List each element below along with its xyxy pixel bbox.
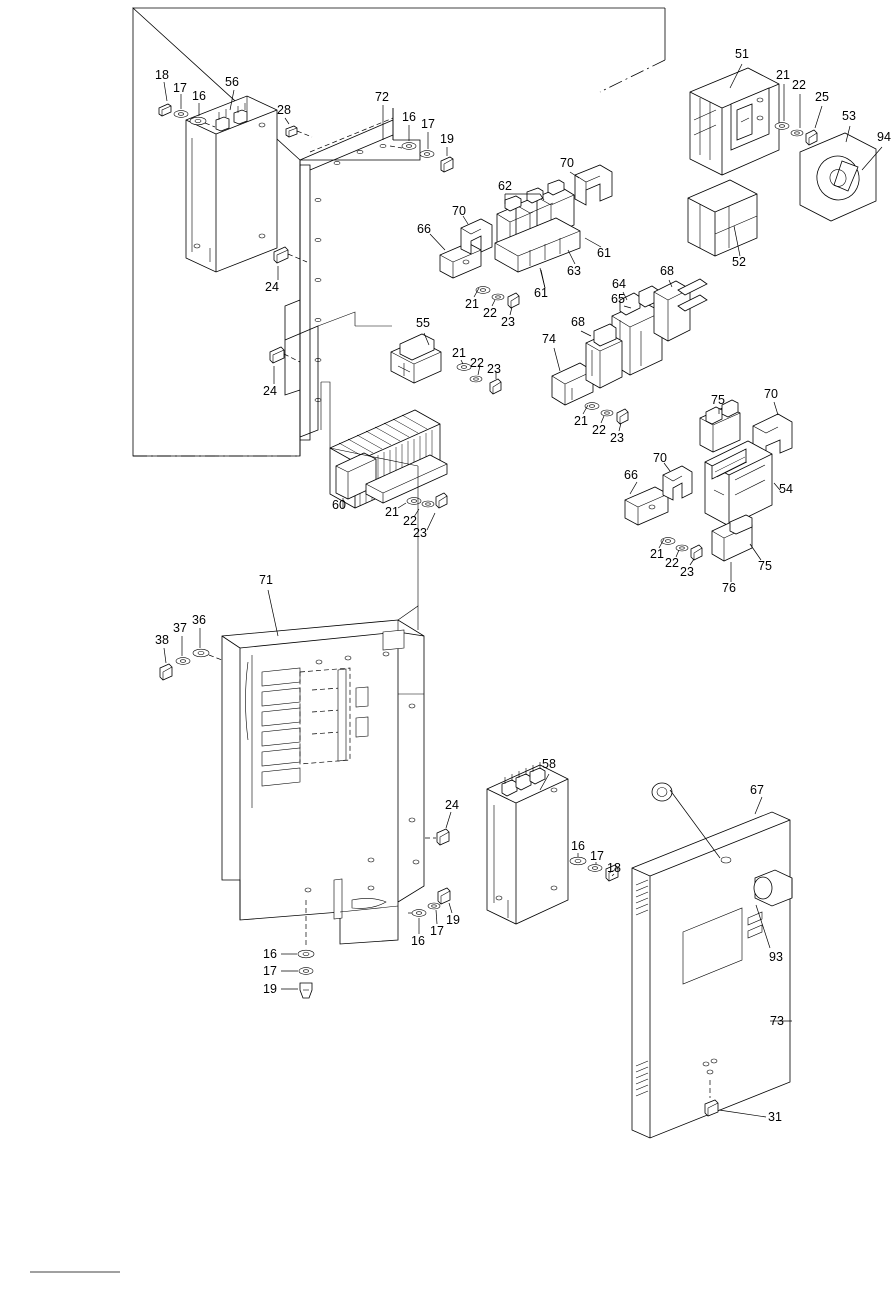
callout-28: 28: [277, 102, 291, 117]
callout-24: 24: [265, 279, 279, 294]
component-51-main-breaker: [690, 64, 779, 175]
callout-93: 93: [769, 949, 783, 964]
callout-68: 68: [660, 263, 674, 278]
callout-51: 51: [735, 46, 749, 61]
component-55-relay: [391, 333, 441, 383]
callout-22: 22: [403, 513, 417, 528]
fastener-24-panel: [425, 812, 451, 845]
callout-68: 68: [571, 314, 585, 329]
callout-17: 17: [590, 848, 604, 863]
callout-75: 75: [758, 558, 772, 573]
component-73-door: [632, 797, 792, 1138]
callout-60: 60: [332, 497, 346, 512]
component-71-mounting-panel: [222, 448, 424, 944]
callout-22: 22: [470, 355, 484, 370]
callout-70: 70: [452, 203, 466, 218]
callout-23: 23: [413, 525, 427, 540]
callout-70: 70: [653, 450, 667, 465]
callout-25: 25: [815, 89, 829, 104]
callout-64: 64: [612, 276, 626, 291]
callout-70: 70: [560, 155, 574, 170]
callout-21: 21: [776, 67, 790, 82]
callout-17: 17: [421, 116, 435, 131]
callout-24: 24: [263, 383, 277, 398]
component-58-transformer: [487, 762, 568, 924]
callout-76: 76: [722, 580, 736, 595]
fastener-28: [285, 118, 312, 137]
callout-54: 54: [779, 481, 793, 496]
callout-16: 16: [411, 933, 425, 948]
callout-16: 16: [571, 838, 585, 853]
callout-70: 70: [764, 386, 778, 401]
callout-31: 31: [768, 1109, 782, 1124]
callout-38: 38: [155, 632, 169, 647]
callout-21: 21: [465, 296, 479, 311]
callout-23: 23: [680, 564, 694, 579]
callout-53: 53: [842, 108, 856, 123]
component-66-bracket-left: [430, 216, 492, 278]
callout-16: 16: [192, 88, 206, 103]
callout-21: 21: [452, 345, 466, 360]
callout-19: 19: [440, 131, 454, 146]
callout-17: 17: [173, 80, 187, 95]
callout-18: 18: [607, 860, 621, 875]
callout-66: 66: [417, 221, 431, 236]
callout-66: 66: [624, 467, 638, 482]
callout-61: 61: [597, 245, 611, 260]
callout-63: 63: [567, 263, 581, 278]
callout-18: 18: [155, 67, 169, 82]
callout-16: 16: [263, 946, 277, 961]
callout-17: 17: [263, 963, 277, 978]
callout-73: 73: [770, 1013, 784, 1028]
callout-52: 52: [732, 254, 746, 269]
callout-23: 23: [610, 430, 624, 445]
callout-19: 19: [446, 912, 460, 927]
callout-72: 72: [375, 89, 389, 104]
callout-22: 22: [483, 305, 497, 320]
callout-37: 37: [173, 620, 187, 635]
callout-62: 62: [498, 178, 512, 193]
callout-21: 21: [385, 504, 399, 519]
callout-58: 58: [542, 756, 556, 771]
component-group-62-61-63: [495, 165, 612, 288]
callout-74: 74: [542, 331, 556, 346]
callout-22: 22: [792, 77, 806, 92]
callout-61: 61: [534, 285, 548, 300]
component-74-68: [552, 324, 622, 405]
callout-23: 23: [487, 361, 501, 376]
callout-21: 21: [650, 546, 664, 561]
callout-22: 22: [665, 555, 679, 570]
callout-65: 65: [611, 291, 625, 306]
callout-16: 16: [402, 109, 416, 124]
fastener-24-upper: [274, 247, 307, 280]
callout-21: 21: [574, 413, 588, 428]
component-group-64-65-68: [612, 276, 707, 375]
callout-67: 67: [750, 782, 764, 797]
callout-19: 19: [263, 981, 277, 996]
component-52-terminal-cover: [688, 180, 757, 256]
callout-71: 71: [259, 572, 273, 587]
callout-56: 56: [225, 74, 239, 89]
callout-55: 55: [416, 315, 430, 330]
component-60-terminal-strip: [330, 410, 447, 508]
callout-36: 36: [192, 612, 206, 627]
callout-75: 75: [711, 392, 725, 407]
callout-17: 17: [430, 923, 444, 938]
callout-24: 24: [445, 797, 459, 812]
callout-94: 94: [877, 129, 891, 144]
fastener-38-37-36: [160, 628, 222, 680]
callout-23: 23: [501, 314, 515, 329]
callout-22: 22: [592, 422, 606, 437]
